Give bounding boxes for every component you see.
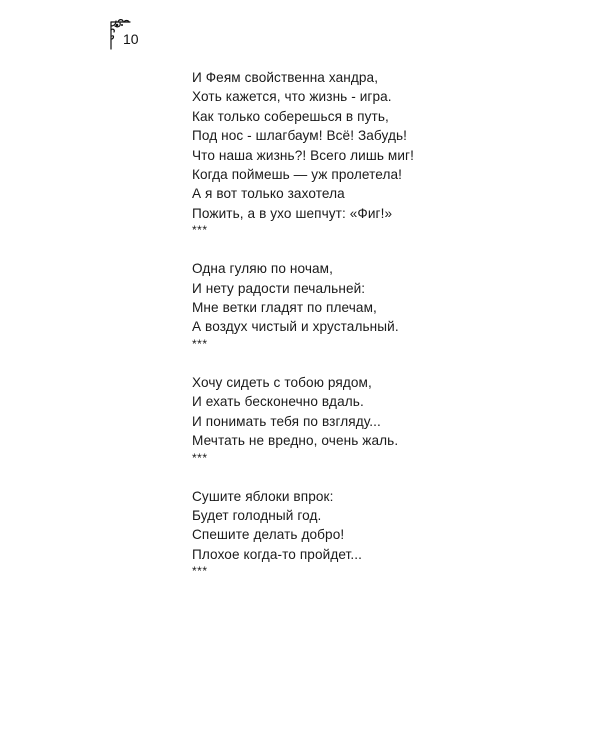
- poem-line: Как только соберешься в путь,: [192, 108, 389, 124]
- poem-2: [192, 259, 572, 351]
- poem-1: [192, 68, 572, 237]
- poem-line: Пожить, а в ухо шепчут: «Фиг!»: [192, 205, 393, 221]
- poem-4: [192, 487, 572, 579]
- poem-line: Под нос - шлагбаум! Всё! Забудь!: [192, 128, 408, 144]
- poem-line: Сушите яблоки впрок:: [192, 488, 334, 504]
- poem-line: И нету радости печальней:: [192, 280, 366, 296]
- poem-line: И понимать тебя по взгляду...: [192, 413, 381, 429]
- poem-line: А воздух чистый и хрустальный.: [192, 319, 399, 335]
- poem-line: Будет голодный год.: [192, 507, 322, 523]
- poem-line: Мечтать не вредно, очень жаль.: [192, 433, 399, 449]
- poem-line: Спешите делать добро!: [192, 527, 345, 543]
- page-number: 10: [123, 31, 139, 47]
- poem-line: Что наша жизнь?! Всего лишь миг!: [192, 147, 414, 163]
- poem-line: И Феям свойственна хандра,: [192, 70, 379, 85]
- poem-line: Плохое когда-то пройдет...: [192, 546, 363, 562]
- poem-separator: ***: [192, 223, 208, 238]
- poem-line: И ехать бесконечно вдаль.: [192, 394, 364, 410]
- poem-separator: ***: [192, 336, 208, 351]
- poem-line: Хоть кажется, что жизнь - игра.: [192, 89, 392, 105]
- poems-column: [192, 68, 572, 600]
- poem-3: [192, 373, 572, 465]
- poem-line: Когда поймешь — уж пролетела!: [192, 167, 403, 183]
- poem-separator: ***: [192, 564, 208, 579]
- poem-line: Хочу сидеть с тобою рядом,: [192, 374, 372, 390]
- poem-line: А я вот только захотела: [192, 186, 345, 202]
- poem-line: Одна гуляю по ночам,: [192, 261, 334, 277]
- poem-line: Мне ветки гладят по плечам,: [192, 300, 377, 316]
- poem-separator: ***: [192, 450, 208, 465]
